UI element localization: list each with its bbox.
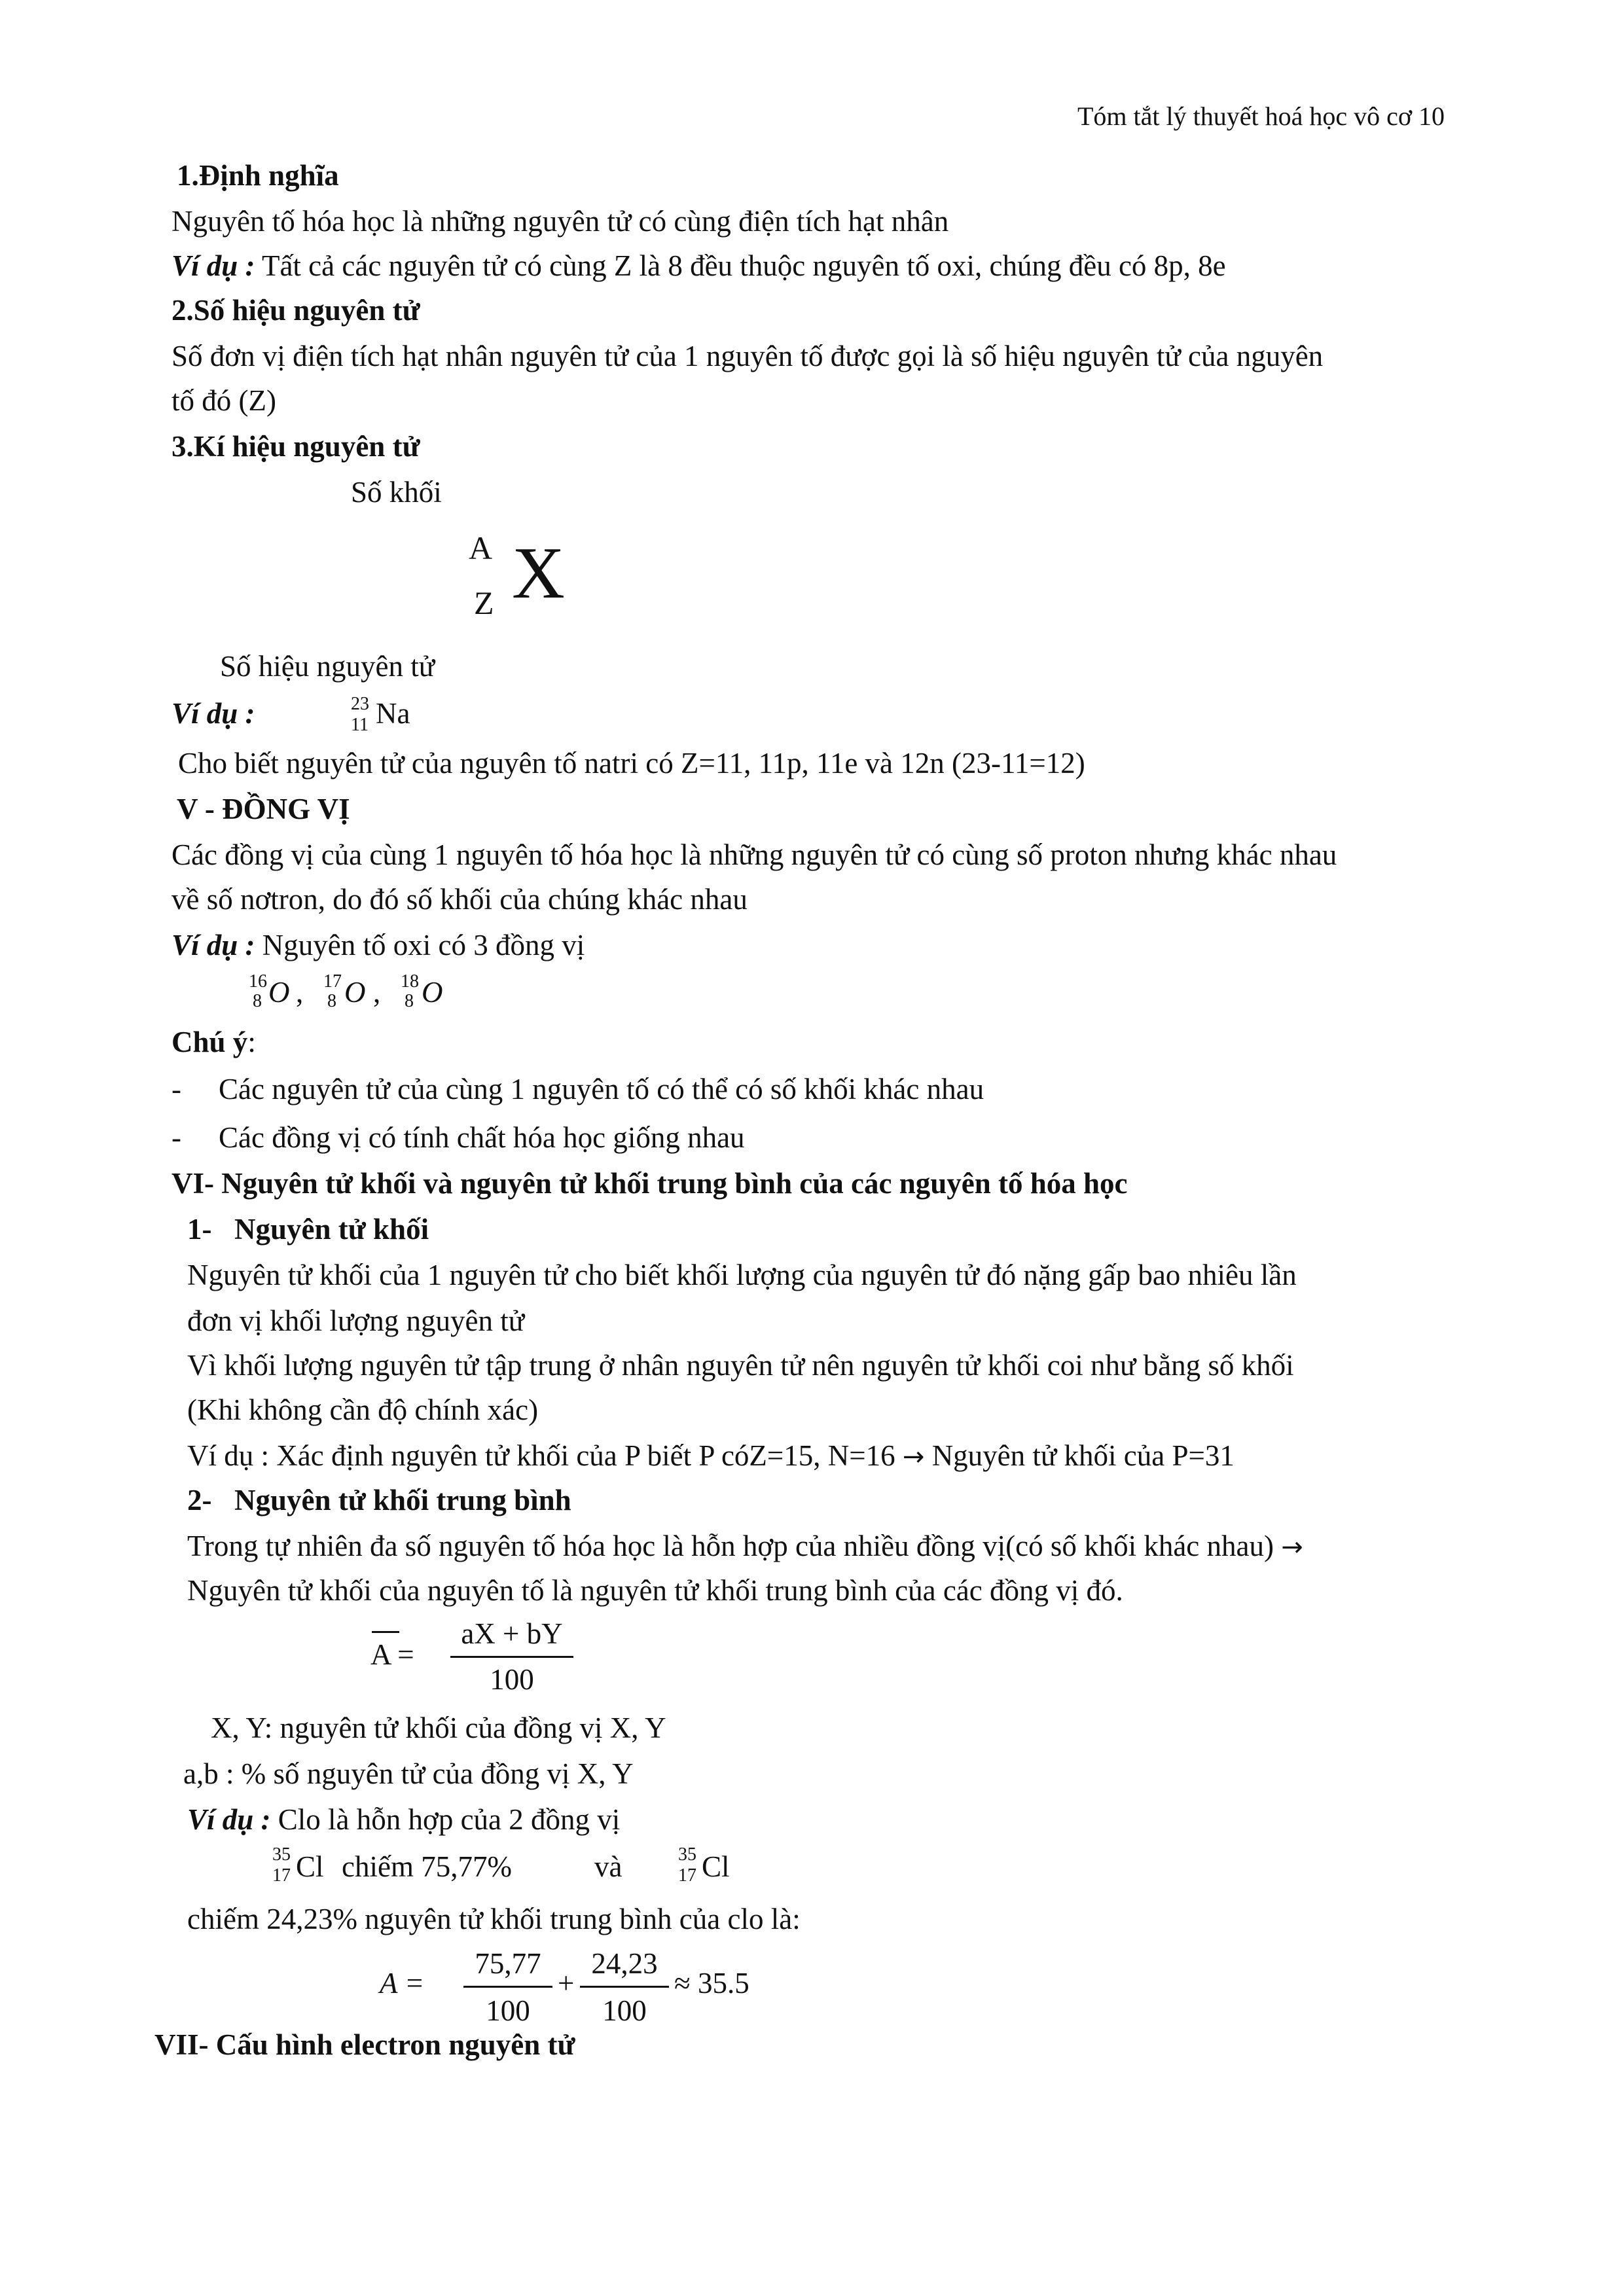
note-item-1: Các nguyên tử của cùng 1 nguyên tố có thể có số khối khác nhau	[219, 1073, 984, 1105]
sub2-title: Nguyên tử khối trung bình	[234, 1484, 571, 1516]
formula-denominator: 100	[490, 1663, 534, 1696]
isotopes-text-line1: Các đồng vị của cùng 1 nguyên tố hóa học là những nguyên tử có cùng số proton nhưng khác nhau	[171, 838, 1337, 871]
sub1-line3: Vì khối lượng nguyên tử tập trung ở nhân nguyên tử nên nguyên tử khối coi như bằng số khối	[187, 1349, 1294, 1382]
arrow-icon: →	[902, 1442, 925, 1472]
sub1-example	[187, 1441, 1235, 1471]
and-word: và	[594, 1850, 623, 1883]
arrow-icon: →	[1281, 1532, 1303, 1562]
sub1-line1: Nguyên tử khối của 1 nguyên tử cho biết khối lượng của nguyên tử đó nặng gấp bao nhiêu lần	[187, 1259, 1297, 1291]
fraction-bar	[450, 1656, 573, 1658]
heading-atomic-number: 2.Số hiệu nguyên tử	[171, 294, 420, 327]
sub2-line2: Nguyên tử khối của nguyên tố là nguyên tử khối trung bình của các đồng vị đó.	[187, 1574, 1123, 1607]
cl1-symbol: Cl	[296, 1850, 324, 1883]
isotope-o17-symbol: O	[344, 976, 366, 1009]
overline-bar	[372, 1631, 399, 1633]
isotopes-example	[171, 931, 585, 960]
cl2-symbol: Cl	[702, 1850, 730, 1883]
example-text: Clo là hỗn hợp của 2 đồng vị	[270, 1803, 621, 1836]
note-label: Chú ý	[171, 1026, 248, 1058]
calc-numerator-1: 75,77	[475, 1947, 541, 1980]
definition-text: Nguyên tố hóa học là những nguyên tử có cùng điện tích hạt nhân	[171, 205, 949, 238]
isotope-o16-symbol: O	[268, 976, 290, 1009]
heading-isotopes: V - ĐỒNG VỊ	[177, 793, 350, 825]
cl2-mass: 35	[678, 1844, 696, 1865]
calc-lhs: A =	[380, 1967, 425, 2000]
isotope-o16-z: 8	[253, 991, 262, 1011]
isotope-o18-symbol: O	[422, 976, 443, 1009]
cl1-mass: 35	[272, 1844, 291, 1865]
calc-fraction-1	[463, 1945, 552, 2034]
calc-result: ≈ 35.5	[674, 1967, 749, 2000]
cl1-z: 17	[272, 1865, 291, 1886]
note-item-2: Các đồng vị có tính chất hóa học giống nhau	[219, 1121, 745, 1154]
xy-definition: X, Y: nguyên tử khối của đồng vị X, Y	[211, 1712, 666, 1744]
bullet-dash: -	[171, 1073, 181, 1105]
formula-lhs: A =	[370, 1638, 414, 1671]
heading-atomic-symbol: 3.Kí hiệu nguyên tử	[171, 430, 420, 463]
isotope-o18-mass: 18	[401, 971, 419, 992]
heading-atomic-mass: VI- Nguyên tử khối và nguyên tử khối trung bình của các nguyên tố hóa học	[171, 1167, 1128, 1200]
sub1-example-text: Ví dụ : Xác định nguyên tử khối của P biết P cóZ=15, N=16	[187, 1439, 903, 1472]
isotope-o18-z: 8	[405, 991, 414, 1011]
bullet-dash: -	[171, 1121, 181, 1154]
cl2-z: 17	[678, 1865, 696, 1886]
heading-definition: 1.Định nghĩa	[177, 159, 339, 192]
fraction-bar	[463, 1986, 552, 1988]
note-colon: :	[247, 1026, 256, 1058]
sub1-line4: (Khi không cần độ chính xác)	[187, 1393, 539, 1426]
cl2-percentage-line: chiếm 24,23% nguyên tử khối trung bình của clo là:	[187, 1903, 801, 1935]
sub1-number: 1-	[187, 1213, 212, 1246]
sub1-title: Nguyên tử khối	[234, 1213, 429, 1246]
na-symbol: Na	[376, 697, 410, 730]
ab-definition: a,b : % số nguyên tử của đồng vị X, Y	[183, 1757, 634, 1790]
example-text: Tất cả các nguyên tử có cùng Z là 8 đều thuộc nguyên tố oxi, chúng đều có 8p, 8e	[255, 249, 1226, 282]
symbol-number-Z: Z	[474, 584, 494, 621]
note-heading	[171, 1028, 256, 1057]
calc-denominator-2: 100	[602, 1994, 647, 2027]
definition-example	[171, 251, 1226, 281]
example-text: Nguyên tố oxi có 3 đồng vị	[255, 929, 585, 961]
symbol-element-X: X	[512, 533, 565, 614]
running-header: Tóm tắt lý thuyết hoá học vô cơ 10	[1077, 101, 1445, 131]
example-label: Ví dụ :	[171, 929, 255, 961]
example-label: Ví dụ :	[171, 249, 255, 282]
mass-number-label: Số khối	[351, 476, 442, 509]
sub1-line2: đơn vị khối lượng nguyên tử	[187, 1304, 525, 1337]
calc-plus: +	[558, 1967, 575, 2000]
atomic-number-text-line1: Số đơn vị điện tích hạt nhân nguyên tử của 1 nguyên tố được gọi là số hiệu nguyên tử của nguyên	[171, 340, 1324, 372]
sub2-number: 2-	[187, 1484, 212, 1516]
isotope-o16-mass: 16	[249, 971, 267, 992]
fraction-bar	[580, 1986, 669, 1988]
example-label: Ví dụ :	[187, 1803, 271, 1836]
formula-numerator: aX + bY	[461, 1617, 563, 1650]
symbol-mass-A: A	[469, 529, 493, 566]
sub2-line1-text: Trong tự nhiên đa số nguyên tố hóa học là hỗn hợp của nhiều đồng vị(có số khối khác nhau)	[187, 1530, 1282, 1562]
heading-electron-config: VII- Cấu hình electron nguyên tử	[154, 2028, 575, 2061]
sub2-line1	[187, 1532, 1303, 1561]
sub1-example-result: Nguyên tử khối của P=31	[924, 1439, 1235, 1472]
na-example-label: Ví dụ :	[171, 697, 255, 730]
na-example-text: Cho biết nguyên tử của nguyên tố natri có Z=11, 11p, 11e và 12n (23-11=12)	[178, 747, 1085, 780]
isotope-o17-mass: 17	[323, 971, 342, 992]
atomic-number-label: Số hiệu nguyên tử	[220, 650, 435, 683]
isotope-o17-z: 8	[327, 991, 336, 1011]
na-z: 11	[351, 715, 369, 735]
chlorine-example	[187, 1805, 620, 1835]
calc-fraction-2	[580, 1945, 669, 2034]
isotope-separator: ,	[296, 976, 304, 1009]
calc-denominator-1: 100	[486, 1994, 530, 2027]
na-mass: 23	[351, 694, 369, 714]
isotopes-text-line2: về số nơtron, do đó số khối của chúng khác nhau	[171, 883, 748, 916]
atomic-number-text-line2: tố đó (Z)	[171, 384, 276, 417]
cl1-percentage: chiếm 75,77%	[342, 1850, 512, 1883]
calc-numerator-2: 24,23	[591, 1947, 658, 1980]
formula-fraction	[450, 1615, 573, 1700]
isotope-separator: ,	[373, 976, 381, 1009]
